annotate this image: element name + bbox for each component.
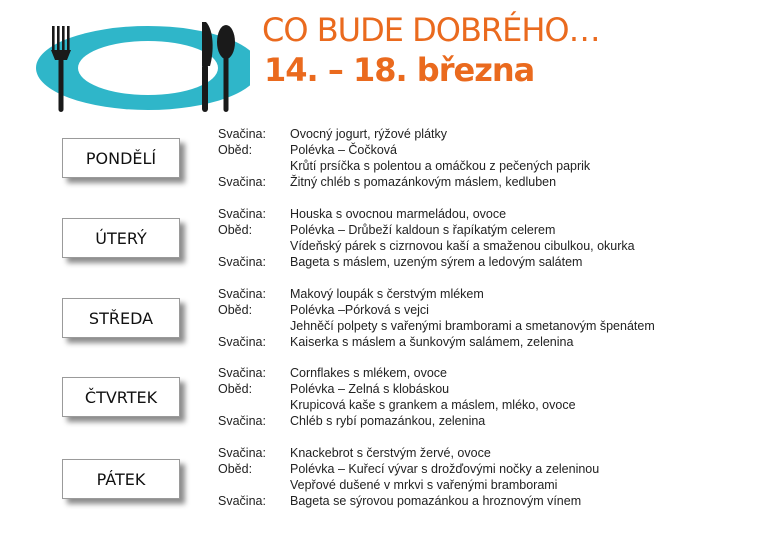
meal-items-monday [290, 126, 770, 190]
meal-label: Oběd: [218, 303, 253, 317]
meal-item: Jehněčí polpety s vařenými bramborami a smetanovým špenátem [290, 319, 655, 333]
meal-item: Chléb s rybí pomazánkou, zelenina [290, 414, 486, 428]
day-box-friday: PÁTEK [62, 459, 180, 499]
meal-label: Svačina: [218, 335, 266, 349]
meal-label: Svačina: [218, 255, 266, 269]
meal-label: Svačina: [218, 446, 266, 460]
meal-label: Svačina: [218, 207, 266, 221]
meal-labels-monday [218, 126, 282, 190]
meal-items-wednesday [290, 286, 770, 350]
meal-item: Makový loupák s čerstvým mlékem [290, 287, 484, 301]
meal-items-thursday [290, 365, 770, 429]
title-date-range: 14. – 18. března [264, 51, 535, 89]
day-box-tuesday: ÚTERÝ [62, 218, 180, 258]
meal-item: Polévka – Zelná s klobáskou [290, 382, 450, 396]
meal-label: Svačina: [218, 287, 266, 301]
meal-item: Vepřové dušené v mrkvi s vařenými bramborami [290, 478, 558, 492]
meal-label: Oběd: [218, 462, 253, 476]
meal-item: Bageta se sýrovou pomazánkou a hroznovým vínem [290, 494, 582, 508]
meal-label [218, 397, 282, 413]
meal-items-tuesday [290, 206, 770, 270]
day-box-monday: PONDĚLÍ [62, 138, 180, 178]
meal-item: Houska s ovocnou marmeládou, ovoce [290, 207, 507, 221]
meal-label: Svačina: [218, 414, 266, 428]
meal-labels-friday [218, 445, 282, 509]
meal-label [218, 477, 282, 493]
meal-item: Ovocný jogurt, rýžové plátky [290, 127, 448, 141]
meal-labels-wednesday [218, 286, 282, 350]
meal-label [218, 318, 282, 334]
plate-cutlery-logo [30, 8, 250, 118]
day-box-thursday: ČTVRTEK [62, 377, 180, 417]
meal-label: Svačina: [218, 127, 266, 141]
meal-label: Oběd: [218, 382, 253, 396]
meal-labels-thursday [218, 365, 282, 429]
meal-label: Svačina: [218, 366, 266, 380]
meal-label: Oběd: [218, 223, 253, 237]
meal-item: Bageta s máslem, uzeným sýrem a ledovým salátem [290, 255, 583, 269]
meal-item: Vídeňský párek s cizrnovou kaší a smaženou cibulkou, okurka [290, 239, 635, 253]
meal-item: Kaiserka s máslem a šunkovým salámem, zelenina [290, 335, 574, 349]
meal-label: Svačina: [218, 494, 266, 508]
meal-item: Polévka – Čočková [290, 143, 398, 157]
meal-item: Polévka – Kuřecí vývar s drožďovými nočky a zeleninou [290, 462, 600, 476]
meal-item: Knackebrot s čerstvým žervé, ovoce [290, 446, 491, 460]
meal-label: Svačina: [218, 175, 266, 189]
meal-item: Cornflakes s mlékem, ovoce [290, 366, 448, 380]
meal-item: Polévka – Drůbeží kaldoun s řapíkatým celerem [290, 223, 556, 237]
meal-item: Polévka –Pórková s vejci [290, 303, 429, 317]
meal-labels-tuesday [218, 206, 282, 270]
meal-items-friday [290, 445, 770, 509]
day-box-wednesday: STŘEDA [62, 298, 180, 338]
meal-item: Krupicová kaše s grankem a máslem, mléko, ovoce [290, 398, 576, 412]
title-heading: CO BUDE DOBRÉHO… [262, 11, 600, 49]
meal-item: Žitný chléb s pomazánkovým máslem, kedluben [290, 175, 557, 189]
meal-label [218, 158, 282, 174]
page-title [262, 10, 600, 90]
meal-label [218, 238, 282, 254]
meal-label: Oběd: [218, 143, 253, 157]
meal-item: Krůtí prsíčka s polentou a omáčkou z pečených paprik [290, 159, 591, 173]
